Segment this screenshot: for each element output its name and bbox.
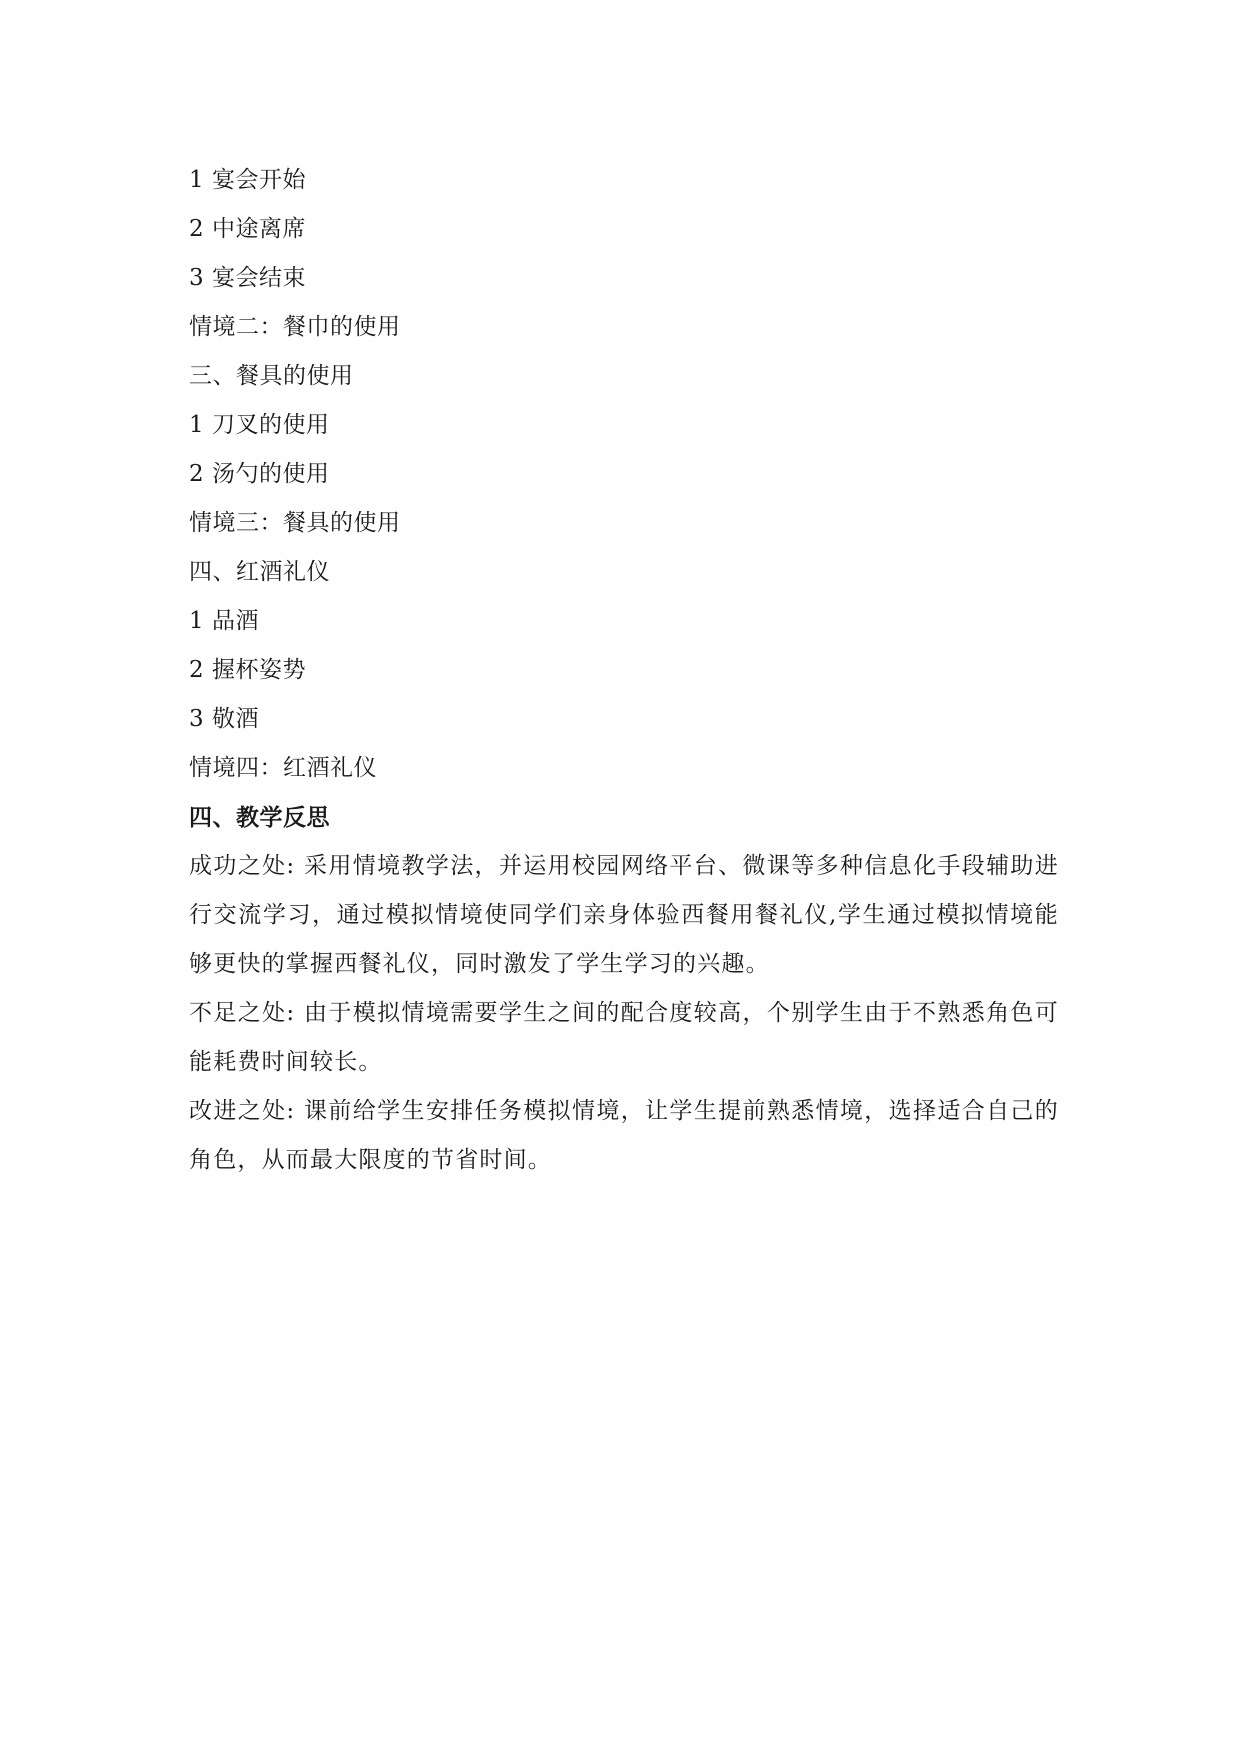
- outline-item-scenario-three: 情境三：餐具的使用: [189, 510, 401, 536]
- paragraph-improvement: 改进之处: 课前给学生安排任务模拟情境，让学生提前熟悉情境，选择适合自己的角色，从而最大限度的节省时间。: [189, 1098, 1059, 1173]
- outline-section-red-wine: 四、红酒礼仪: [189, 559, 330, 585]
- outline-item-knife-fork: 1 刀叉的使用: [189, 412, 330, 438]
- paragraph-shortcoming: 不足之处: 由于模拟情境需要学生之间的配合度较高，个别学生由于不熟悉角色可能耗费时间较长。: [189, 1000, 1059, 1075]
- document-body: [189, 156, 1059, 1185]
- outline-item-scenario-four: 情境四：红酒礼仪: [189, 755, 377, 781]
- outline-item-banquet-start: 1 宴会开始: [189, 167, 306, 193]
- paragraph-success: 成功之处: 采用情境教学法，并运用校园网络平台、微课等多种信息化手段辅助进行交流学习，通过模拟情境使同学们亲身体验西餐用餐礼仪,学生通过模拟情境能够更快的掌握西餐礼仪，同时激发了学生学习的兴趣。: [189, 853, 1059, 977]
- outline-item-scenario-two: 情境二：餐巾的使用: [189, 314, 401, 340]
- outline-section-tableware: 三、餐具的使用: [189, 363, 354, 389]
- section-heading-reflection: 四、教学反思: [189, 804, 330, 831]
- outline-item-soup-spoon: 2 汤勺的使用: [189, 461, 330, 487]
- outline-item-toasting: 3 敬酒: [189, 706, 259, 732]
- outline-item-banquet-end: 3 宴会结束: [189, 265, 306, 291]
- outline-item-wine-tasting: 1 品酒: [189, 608, 259, 634]
- outline-item-glass-holding: 2 握杯姿势: [189, 657, 306, 683]
- outline-item-leave-midway: 2 中途离席: [189, 216, 306, 242]
